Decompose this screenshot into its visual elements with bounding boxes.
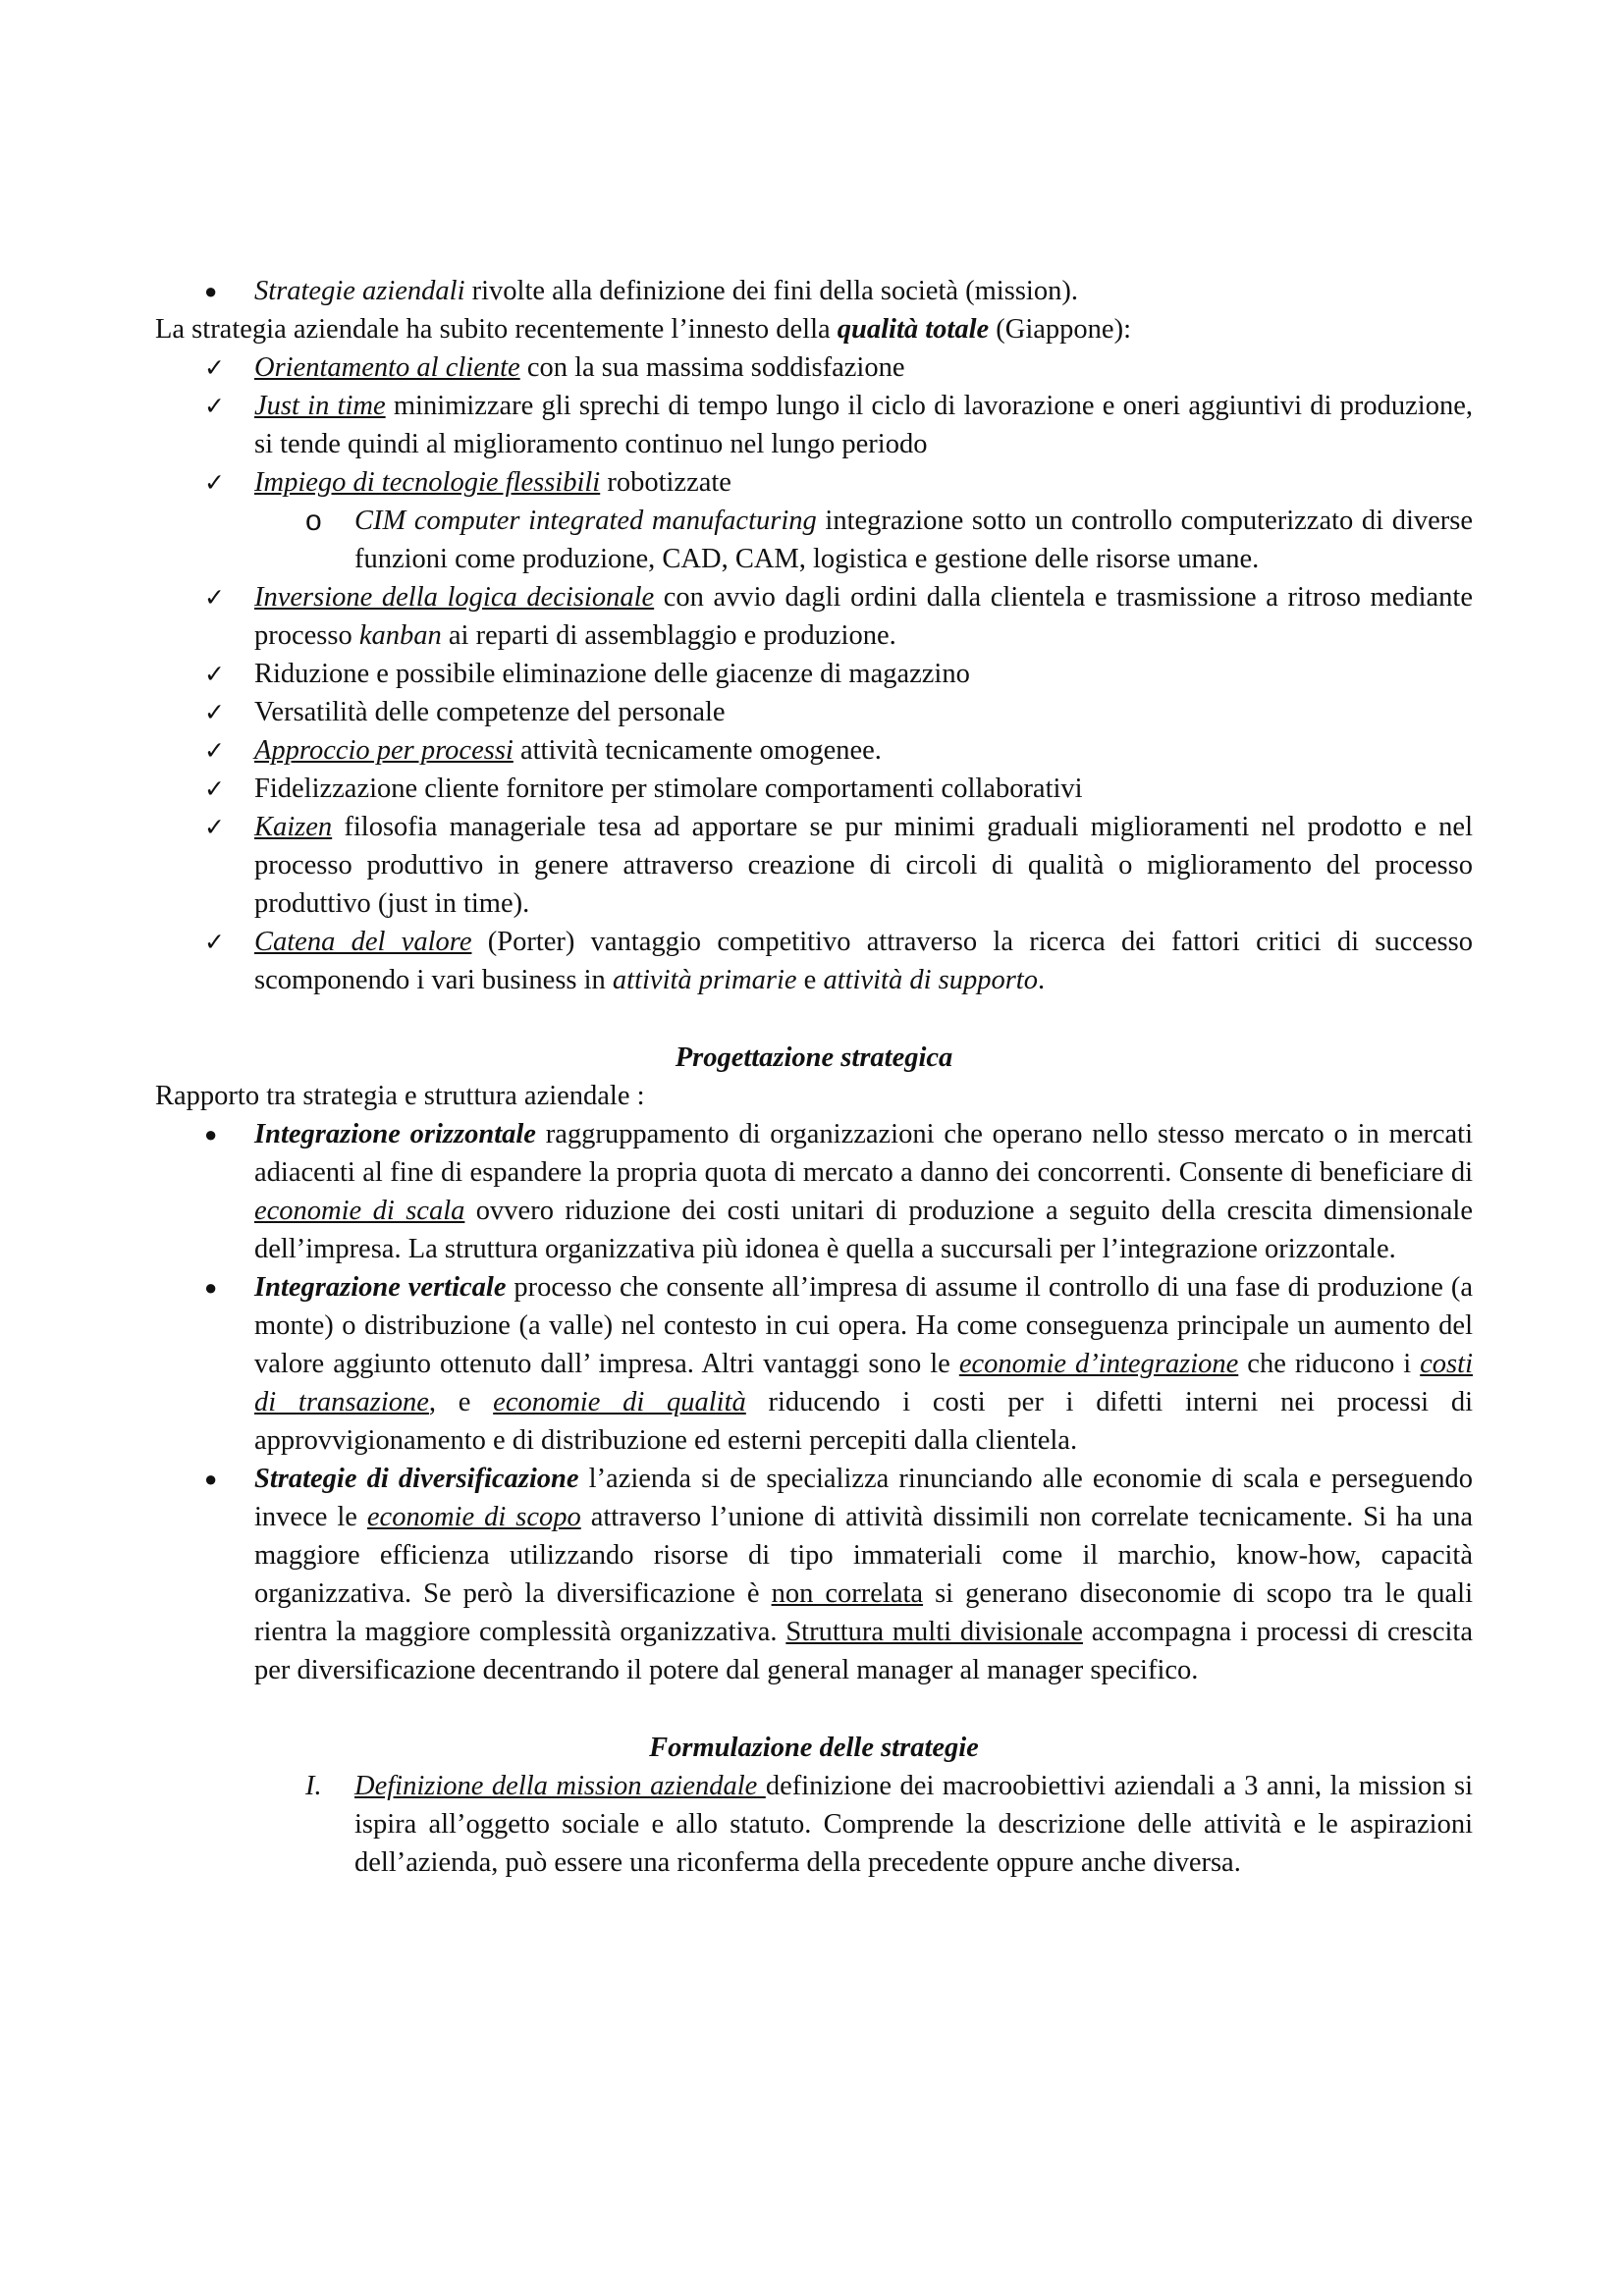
bullet-icon: ● [204,1275,218,1300]
text-run: Impiego di tecnologie flessibili [254,467,601,498]
text-run: Catena del valore [254,927,472,957]
text-run: costi di transazione [254,1349,1473,1417]
item-text [254,1272,1473,1456]
list-item [155,348,1473,387]
text-run: riducendo i costi per i difetti interni nei processi di approvvigionamento e di distribuzione ed esterni percepiti dalla clientela. [254,1387,1473,1456]
list-item [155,463,1473,502]
text-run: Kaizen [254,812,333,842]
text-run: Riduzione e possibile eliminazione delle giacenze di magazzino [254,659,970,689]
text-run: La strategia aziendale ha subito recentemente l’innesto della [155,314,838,345]
item-text [354,1771,1473,1878]
item-text [155,314,1131,345]
text-run: Versatilità delle competenze del personale [254,697,726,727]
text-run: attività primarie [612,965,797,995]
text-run: economie di scopo [366,1502,581,1532]
list-item [155,770,1473,808]
text-run: Fidelizzazione cliente fornitore per stimolare comportamenti collaborativi [254,774,1083,804]
list-item [155,693,1473,731]
item-text [254,352,904,383]
text-run: Struttura multi divisionale [785,1617,1083,1647]
text-run: qualità totale [837,314,990,345]
item-text [649,1733,979,1763]
circle-bullet-icon: o [305,505,322,537]
text-run: che riducono i [1238,1349,1421,1379]
text-run: Integrazione orizzontale [254,1119,536,1149]
text-run: Definizione della mission aziendale [354,1771,766,1801]
item-text [254,697,726,727]
checkmark-icon: ✓ [204,468,225,497]
text-run: (Porter) vantaggio competitivo attraverso la ricerca dei fattori critici di successo scomponendo i vari business in [254,927,1473,995]
bullet-icon: ● [204,1122,218,1147]
section-heading [155,1729,1473,1767]
list-number: I. [305,1771,322,1801]
text-run: attività tecnicamente omogenee. [513,735,882,766]
text-run: l’azienda si de specializza rinunciando alle economie di scala e perseguendo invece le [254,1464,1473,1532]
item-text [254,927,1473,995]
checkmark-icon: ✓ [204,583,225,612]
item-text [254,276,1078,306]
text-run: integrazione sotto un controllo computerizzato di diverse funzioni come produzione, CAD, CAM, logistica e gestione delle risorse umane. [354,506,1474,574]
section-spacer [155,1689,1473,1729]
list-item [155,808,1473,923]
text-run: e [796,965,824,995]
item-text [254,1464,1473,1685]
text-run: filosofia manageriale tesa ad apportare se pur minimi graduali miglioramenti nel prodotto e nel processo produttivo in genere attraverso creazione di circoli di qualità o miglioramento del processo produttivo (just in time). [254,812,1473,919]
checkmark-icon: ✓ [204,698,225,726]
item-text [254,774,1083,804]
item-text [254,582,1473,651]
text-run: Inversione della logica decisionale [254,582,655,613]
text-run: economie di scala [254,1196,465,1226]
list-item [155,502,1473,578]
checkmark-icon: ✓ [204,660,225,688]
text-run: attività di supporto [823,965,1038,995]
checkmark-icon: ✓ [204,353,225,382]
text-run: rivolte alla definizione dei fini della società (mission). [464,276,1078,306]
list-item [155,923,1473,999]
text-run: Strategie aziendali [254,276,465,306]
text-run: economie di qualità [493,1387,746,1417]
item-text [254,391,1473,459]
text-run: definizione dei macroobiettivi aziendali a 3 anni, la mission si ispira all’oggetto sociale e allo statuto. Comprende la descrizione delle attività e le aspirazioni dell’azienda, può essere una riconferma della precedente oppure anche diversa. [354,1771,1473,1878]
text-run: robotizzate [600,467,731,498]
item-text [254,659,970,689]
text-run: accompagna i processi di crescita per diversificazione decentrando il potere dal general manager al manager specifico. [254,1617,1473,1685]
text-run: CIM computer integrated manufacturing [354,506,817,536]
section-spacer [155,999,1473,1039]
text-run: Formulazione delle strategie [649,1733,979,1763]
text-run: Just in time [254,391,386,421]
text-run: si generano diseconomie di scopo tra le quali rientra la maggiore complessità organizzativa. [254,1578,1473,1647]
text-run: ovvero riduzione dei costi unitari di produzione a seguito della crescita dimensionale dell’impresa. La struttura organizzativa più idonea è quella a succursali per l’integrazione orizzontale. [254,1196,1473,1264]
text-run: ai reparti di assemblaggio e produzione. [441,620,896,651]
text-run: (Giappone): [989,314,1131,345]
text-run: Strategie di diversificazione [254,1464,579,1494]
item-text [155,1081,645,1111]
list-item [155,1268,1473,1460]
text-run: Integrazione verticale [254,1272,507,1303]
item-text [254,812,1473,919]
list-item [155,387,1473,463]
text-run: con la sua massima soddisfazione [519,352,905,383]
text-run: Approccio per processi [254,735,514,766]
paragraph [155,310,1473,348]
text-run: Orientamento al cliente [254,352,520,383]
numbered-item [155,1767,1473,1882]
text-run: , e [428,1387,494,1417]
list-item [155,655,1473,693]
list-item [155,731,1473,770]
list-item [155,1115,1473,1268]
list-item [155,1460,1473,1689]
text-run: . [1037,965,1046,995]
bullet-icon: ● [204,1467,218,1491]
list-item [155,272,1473,310]
item-text [254,735,882,766]
text-run: attraverso l’unione di attività dissimili non correlate tecnicamente. Si ha una maggiore efficienza utilizzando risorse di tipo immateriali come il marchio, know-how, capacità organizzativa. Se però la diversificazione è [254,1502,1474,1609]
text-run: Rapporto tra strategia e struttura aziendale : [155,1081,645,1111]
paragraph [155,1077,1473,1115]
checkmark-icon: ✓ [204,774,225,803]
checkmark-icon: ✓ [204,736,225,765]
list-item [155,578,1473,655]
text-run: Progettazione strategica [675,1042,953,1073]
text-run: non correlata [771,1578,924,1609]
text-run: processo che consente all’impresa di assume il controllo di una fase di produzione (a monte) o distribuzione (a valle) nel contesto in cui opera. Ha come conseguenza principale un aumento del valore aggiunto ottenuto dall’ impresa. Altri vantaggi sono le [254,1272,1473,1379]
item-text [676,1042,953,1073]
document-body [155,272,1473,1882]
item-text [354,506,1473,574]
item-text [254,1119,1473,1264]
text-run: economie d’integrazione [958,1349,1239,1379]
checkmark-icon: ✓ [204,928,225,956]
checkmark-icon: ✓ [204,392,225,420]
section-heading [155,1039,1473,1077]
text-run: raggruppamento di organizzazioni che operano nello stesso mercato o in mercati adiacenti al fine di espandere la propria quota di mercato a danno dei concorrenti. Consente di beneficiare di [254,1119,1473,1188]
text-run: con avvio dagli ordini dalla clientela e trasmissione a ritroso mediante processo [254,582,1473,651]
checkmark-icon: ✓ [204,813,225,841]
text-run: minimizzare gli sprechi di tempo lungo il ciclo di lavorazione e oneri aggiuntivi di produzione, si tende quindi al miglioramento continuo nel lungo periodo [254,391,1473,459]
text-run: kanban [358,620,442,651]
bullet-icon: ● [204,279,218,303]
item-text [254,467,731,498]
